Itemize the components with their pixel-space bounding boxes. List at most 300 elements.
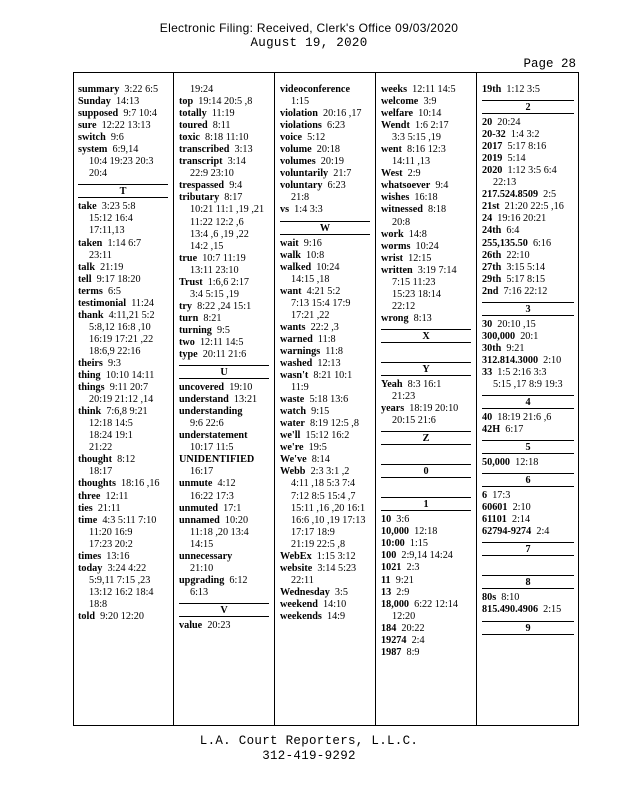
index-word: unnamed (179, 514, 220, 526)
index-entry (482, 355, 574, 367)
page-line-refs: 8:13 (413, 312, 432, 324)
index-entry (78, 120, 168, 132)
index-continuation: 1:15 (291, 96, 310, 108)
page-line-refs: 1:14 6:7 (107, 237, 142, 249)
page-line-refs: 5:14 (507, 153, 526, 165)
index-word: 100 (381, 550, 397, 562)
page-line-refs: 3:5 (334, 586, 348, 598)
index-entry (179, 313, 269, 325)
page-line-refs: 20:19 (320, 156, 344, 168)
index-word: 6 (482, 490, 488, 502)
index-word: voice (280, 132, 303, 144)
index-word: watch (280, 406, 307, 418)
index-entry (482, 286, 574, 298)
index-entry (78, 454, 168, 466)
index-entry (381, 180, 471, 192)
page-line-refs: 9:21 (395, 574, 414, 586)
index-entry (179, 503, 269, 515)
page-line-refs: 14:13 (115, 96, 140, 108)
page-line-refs: 9:16 (303, 237, 322, 249)
index-word: three (78, 490, 101, 502)
index-word: terms (78, 285, 103, 297)
index-word: vs (280, 204, 290, 216)
section-letter: 7 (482, 542, 574, 556)
index-word: wait (280, 237, 299, 249)
page-line-refs: 20:23 (207, 619, 231, 631)
index-continuation: 18:24 19:1 (89, 430, 133, 442)
index-entry (179, 120, 269, 132)
index-continuation: 17:17 18:9 (291, 526, 335, 538)
page-line-refs: 17:3 (492, 490, 511, 502)
index-entry (179, 478, 269, 490)
index-entry (482, 424, 574, 436)
index-entry (78, 382, 168, 394)
index-entry (78, 298, 168, 310)
index-word: UNIDENTIFIED (179, 454, 255, 466)
page-line-refs: 2:10 (512, 502, 531, 514)
index-entry (78, 406, 168, 418)
section-letter: 3 (482, 302, 574, 316)
index-entry (381, 120, 471, 132)
page-line-refs: 20:18 (316, 144, 341, 156)
index-continuation: 14:15 (190, 538, 214, 550)
index-word: 10 (381, 514, 392, 526)
page-line-refs: 6:4 (506, 225, 520, 237)
index-entry (280, 418, 370, 430)
index-word: 13 (381, 586, 392, 598)
index-entry (482, 213, 574, 225)
index-word: 184 (381, 622, 397, 634)
page-line-refs: 3:22 6:5 (124, 84, 159, 95)
index-entry (280, 599, 370, 611)
index-word: welcome (381, 96, 419, 108)
index-entry (280, 587, 370, 599)
page-line-refs: 2:15 (543, 604, 562, 616)
page-line-refs: 1:15 3:12 (316, 550, 356, 562)
index-continuation: 21:8 (291, 192, 310, 204)
index-entry (381, 647, 471, 659)
page-line-refs: 4:11,21 5:2 (108, 309, 155, 321)
index-continuation: 21:23 (392, 391, 416, 403)
page-line-refs: 6:12 (229, 574, 248, 586)
page-line-refs: 1:6 2:17 (414, 120, 449, 132)
index-continuation: 21:10 (190, 562, 214, 574)
index-word: videoconference (280, 84, 350, 95)
index-continuation: 5:9,11 7:15 ,23 (89, 574, 151, 586)
index-continuation: 9:6 22:6 (190, 418, 224, 430)
index-entry (381, 599, 471, 611)
index-entry (78, 491, 168, 503)
index-word: thought (78, 454, 112, 466)
section-letter: 6 (482, 473, 574, 487)
index-continuation: 10:17 11:5 (190, 442, 234, 454)
index-word: 18,000 (381, 598, 410, 610)
page-line-refs: 14:9 (326, 610, 346, 622)
page-line-refs: 1:12 3:5 6:4 (507, 165, 557, 177)
index-continuation: 21:22 (89, 442, 113, 454)
index-entry (280, 370, 370, 382)
index-word: trespassed (179, 180, 225, 192)
index-entry (78, 358, 168, 370)
index-continuation: 22:11 (291, 574, 314, 586)
index-entry (381, 192, 471, 204)
index-continuation: 15:11 ,16 ,20 16:1 (291, 502, 366, 514)
page-line-refs: 6:23 (326, 120, 346, 132)
page-line-refs: 5:17 8:16 (507, 141, 547, 153)
index-entry (179, 515, 269, 527)
index-entry (280, 250, 370, 262)
index-entry (381, 229, 471, 241)
index-word: 19th (482, 84, 502, 95)
page-line-refs: 19:14 20:5 ,8 (198, 96, 253, 108)
page-line-refs: 10:20 (224, 514, 249, 526)
index-entry (280, 84, 370, 96)
index-entry (482, 490, 574, 502)
index-word: voluntarily (280, 168, 329, 180)
index-word: think (78, 406, 102, 418)
index-entry (179, 144, 269, 156)
index-word: work (381, 228, 404, 240)
index-continuation: 20:15 21:6 (392, 415, 436, 427)
index-word: unnecessary (179, 550, 233, 562)
index-entry (179, 406, 269, 418)
page-line-refs: 18:16 ,16 (121, 478, 160, 490)
page-line-refs: 18:19 21:6 ,6 (497, 412, 552, 424)
index-word: today (78, 562, 103, 574)
page-line-refs: 22:10 (506, 249, 530, 261)
index-word: toxic (179, 132, 200, 144)
index-word: tributary (179, 192, 220, 204)
page-line-refs: 6:16 (532, 237, 552, 249)
index-entry (280, 132, 370, 144)
index-continuation: 6:13 (190, 586, 209, 598)
page-line-refs: 12:11 14:5 (199, 336, 244, 348)
index-entry (482, 201, 574, 213)
page-line-refs: 18:19 20:10 (409, 403, 459, 415)
column-divider (476, 73, 477, 725)
index-entry (280, 156, 370, 168)
index-word: 19274 (381, 634, 407, 646)
index-word: transcribed (179, 144, 230, 156)
index-entry (179, 620, 269, 632)
index-word: warnings (280, 345, 321, 357)
page-line-refs: 5:12 (307, 132, 326, 144)
index-entry (280, 238, 370, 250)
index-column-1 (78, 84, 168, 623)
index-word: 50,000 (482, 457, 511, 469)
index-word: 217.524.8509 (482, 189, 539, 201)
page-line-refs: 9:17 18:20 (96, 273, 141, 285)
index-word: take (78, 201, 97, 213)
index-word: theirs (78, 357, 103, 369)
index-continuation: 7:13 15:4 17:9 (291, 297, 351, 309)
page-number: Page 28 (523, 57, 576, 71)
reporter-phone: 312-419-9292 (262, 749, 356, 763)
index-word: Trust (179, 276, 203, 288)
index-continuation: 18:6,9 22:16 (89, 345, 141, 357)
section-letter: W (280, 221, 370, 235)
index-entry (381, 514, 471, 526)
page-line-refs: 3:13 (234, 144, 253, 156)
page-line-refs: 2:3 (406, 562, 420, 574)
page-line-refs: 3:24 4:22 (107, 562, 147, 574)
index-continuation: 16:19 17:21 ,22 (89, 333, 154, 345)
page-line-refs: 8:3 16:1 (407, 378, 442, 390)
index-word: talk (78, 261, 95, 273)
index-entry (179, 382, 269, 394)
hearing-date: August 19, 2020 (250, 36, 368, 50)
index-word: WebEx (280, 550, 312, 562)
index-word: 21st (482, 201, 500, 213)
index-entry (179, 96, 269, 108)
index-continuation: 7:12 8:5 15:4 ,7 (291, 490, 356, 502)
blank-row (381, 448, 471, 460)
page-line-refs: 4:3 5:11 7:10 (102, 514, 157, 526)
index-word: uncovered (179, 382, 225, 394)
page-line-refs: 5:17 8:15 (506, 273, 546, 285)
index-word: walk (280, 249, 301, 261)
page-line-refs: 21:7 (333, 168, 352, 180)
index-entry (381, 144, 471, 156)
index-word: 33 (482, 366, 493, 378)
page-line-refs: 9:5 (216, 324, 230, 336)
index-continuation: 13:4 ,6 ,19 ,22 (190, 228, 249, 240)
index-word: tell (78, 273, 92, 285)
index-entry (381, 265, 471, 277)
index-word: things (78, 382, 105, 394)
index-word: 815.490.4906 (482, 604, 539, 616)
index-continuation: 19:24 (190, 84, 214, 95)
index-word: transcript (179, 156, 223, 168)
page-line-refs: 8:22 ,24 15:1 (197, 300, 252, 312)
index-word: understatement (179, 430, 248, 442)
page-line-refs: 1:4 3:3 (294, 204, 323, 216)
section-letter: 2 (482, 100, 574, 114)
index-continuation: 17:21 ,22 (291, 309, 330, 321)
index-continuation: 12:20 (392, 610, 416, 622)
page-line-refs: 3:14 (227, 156, 246, 168)
page-line-refs: 3:14 5:23 (317, 562, 357, 574)
page-line-refs: 1:6,6 2:17 (207, 276, 250, 288)
index-word: Wednesday (280, 586, 330, 598)
index-column-2 (179, 84, 269, 632)
section-letter: Z (381, 431, 471, 445)
index-word: unmuted (179, 502, 219, 514)
index-entry (482, 129, 574, 141)
page-line-refs: 12:11 14:5 (412, 84, 456, 95)
index-entry (482, 319, 574, 331)
section-letter: U (179, 365, 269, 379)
index-continuation: 10:21 11:1 ,19 ,21 (190, 204, 265, 216)
page-line-refs: 3:19 7:14 (417, 264, 457, 276)
index-word: time (78, 514, 98, 526)
index-continuation: 23:11 (89, 249, 112, 261)
index-entry (381, 204, 471, 216)
index-entry (78, 286, 168, 298)
index-entry (78, 201, 168, 213)
page-line-refs: 6:23 (327, 180, 346, 192)
index-word: understanding (179, 406, 243, 418)
index-word: switch (78, 132, 106, 144)
index-continuation: 10:4 19:23 20:3 (89, 156, 154, 168)
index-entry (482, 604, 574, 616)
section-letter: 4 (482, 395, 574, 409)
page-line-refs: 12:22 13:13 (101, 120, 151, 132)
index-word: 1021 (381, 562, 402, 574)
page-line-refs: 2:9 (407, 168, 421, 180)
index-word: waste (280, 394, 305, 406)
index-word: volumes (280, 156, 316, 168)
index-entry (482, 331, 574, 343)
index-word: West (381, 168, 403, 180)
page-line-refs: 9:21 (506, 342, 525, 354)
index-word: 24th (482, 225, 502, 237)
page-line-refs: 20:10 ,15 (497, 318, 536, 330)
index-entry (482, 262, 574, 274)
index-entry (381, 550, 471, 562)
index-entry (78, 563, 168, 575)
page-line-refs: 10:7 11:19 (202, 252, 246, 264)
index-continuation: 20:8 (392, 216, 411, 228)
index-word: type (179, 349, 198, 361)
index-entry (381, 84, 471, 96)
section-letter: X (381, 329, 471, 343)
reporter-company: L.A. Court Reporters, L.L.C. (199, 734, 419, 748)
section-letter: Y (381, 362, 471, 376)
index-word: weekends (280, 610, 322, 622)
section-letter: 9 (482, 621, 574, 635)
index-word: turning (179, 324, 212, 336)
index-entry (179, 277, 269, 289)
index-word: understand (179, 394, 229, 406)
index-entry (381, 96, 471, 108)
index-column-3 (280, 84, 370, 623)
page-line-refs: 3:23 5:8 (101, 201, 136, 213)
page-line-refs: 16:18 (414, 192, 438, 204)
index-word: 312.814.3000 (482, 354, 539, 366)
index-entry (179, 156, 269, 168)
index-entry (280, 322, 370, 334)
index-entry (280, 358, 370, 370)
index-word: system (78, 144, 108, 156)
page-line-refs: 9:20 12:20 (100, 610, 144, 622)
index-entry (482, 153, 574, 165)
page-line-refs: 20:24 (497, 117, 521, 129)
index-word: value (179, 619, 203, 631)
index-word: years (381, 403, 405, 415)
index-entry (179, 551, 269, 563)
index-word: two (179, 336, 195, 348)
page-line-refs: 20:16 ,17 (323, 108, 362, 120)
page-line-refs: 1:5 2:16 3:3 (497, 366, 547, 378)
page-line-refs: 8:10 (501, 592, 520, 604)
page-line-refs: 9:15 (311, 406, 330, 418)
index-word: weeks (381, 84, 408, 95)
index-continuation: 7:15 11:23 (392, 276, 436, 288)
index-entry (381, 562, 471, 574)
index-word: times (78, 550, 102, 562)
page-line-refs: 11:24 (131, 297, 155, 309)
index-continuation: 12:18 14:5 (89, 418, 133, 430)
index-word: thing (78, 370, 101, 382)
index-word: true (179, 252, 198, 264)
page-line-refs: 5:18 13:6 (309, 394, 349, 406)
index-entry (78, 238, 168, 250)
index-word: ties (78, 502, 93, 514)
index-word: want (280, 285, 302, 297)
index-entry (280, 334, 370, 346)
index-entry (179, 337, 269, 349)
page-line-refs: 8:11 (212, 120, 231, 132)
index-continuation: 22:9 23:10 (190, 168, 234, 180)
index-entry (179, 430, 269, 442)
index-entry (381, 253, 471, 265)
page-line-refs: 8:12 (117, 454, 136, 466)
page-line-refs: 9:4 (229, 180, 243, 192)
column-divider (274, 73, 275, 725)
index-continuation: 16:17 (190, 466, 214, 478)
page-line-refs: 9:11 20:7 (109, 382, 149, 394)
index-entry (78, 503, 168, 515)
index-entry (482, 343, 574, 355)
index-entry (280, 563, 370, 575)
index-word: top (179, 96, 194, 108)
index-word: welfare (381, 108, 414, 120)
page-line-refs: 3:6 (396, 514, 410, 526)
index-continuation: 17:23 20:2 (89, 538, 133, 550)
page-line-refs: 20:22 (401, 622, 425, 634)
index-entry (381, 623, 471, 635)
index-word: wants (280, 321, 306, 333)
index-entry (280, 120, 370, 132)
index-entry (482, 117, 574, 129)
index-word: 2020 (482, 165, 503, 177)
index-word: turn (179, 312, 199, 324)
page-line-refs: 6:22 12:14 (414, 598, 458, 610)
index-entry (179, 301, 269, 313)
index-word: violation (280, 108, 318, 120)
page-line-refs: 11:8 (317, 333, 336, 345)
index-word: 11 (381, 574, 391, 586)
page-line-refs: 4:12 (217, 478, 236, 490)
blank-row (381, 346, 471, 358)
index-word: we'll (280, 430, 301, 442)
index-entry (179, 575, 269, 587)
index-word: thank (78, 309, 104, 321)
index-continuation: 15:23 18:14 (392, 288, 441, 300)
page-line-refs: 2:14 (512, 514, 531, 526)
filing-stamp: Electronic Filing: Received, Clerk's Office 09/03/2020 (159, 21, 459, 35)
index-word: wasn't (280, 370, 309, 382)
index-word: 26th (482, 249, 502, 261)
page-line-refs: 8:18 (427, 204, 447, 216)
index-continuation: 3:4 5:15 ,19 (190, 288, 239, 300)
index-word: 2017 (482, 141, 503, 153)
page-line-refs: 9:7 10:4 (123, 108, 157, 120)
word-index-box (73, 72, 579, 726)
index-word: summary (78, 84, 120, 95)
column-divider (375, 73, 376, 725)
page-line-refs: 3:9 (423, 96, 437, 108)
index-continuation: 18:17 (89, 466, 113, 478)
page-line-refs: 6:17 (505, 424, 524, 436)
index-column-5 (482, 84, 574, 638)
index-entry (381, 403, 471, 415)
index-continuation: 4:11 ,18 5:3 7:4 (291, 478, 356, 490)
index-entry (482, 514, 574, 526)
index-entry (179, 180, 269, 192)
index-entry (78, 262, 168, 274)
